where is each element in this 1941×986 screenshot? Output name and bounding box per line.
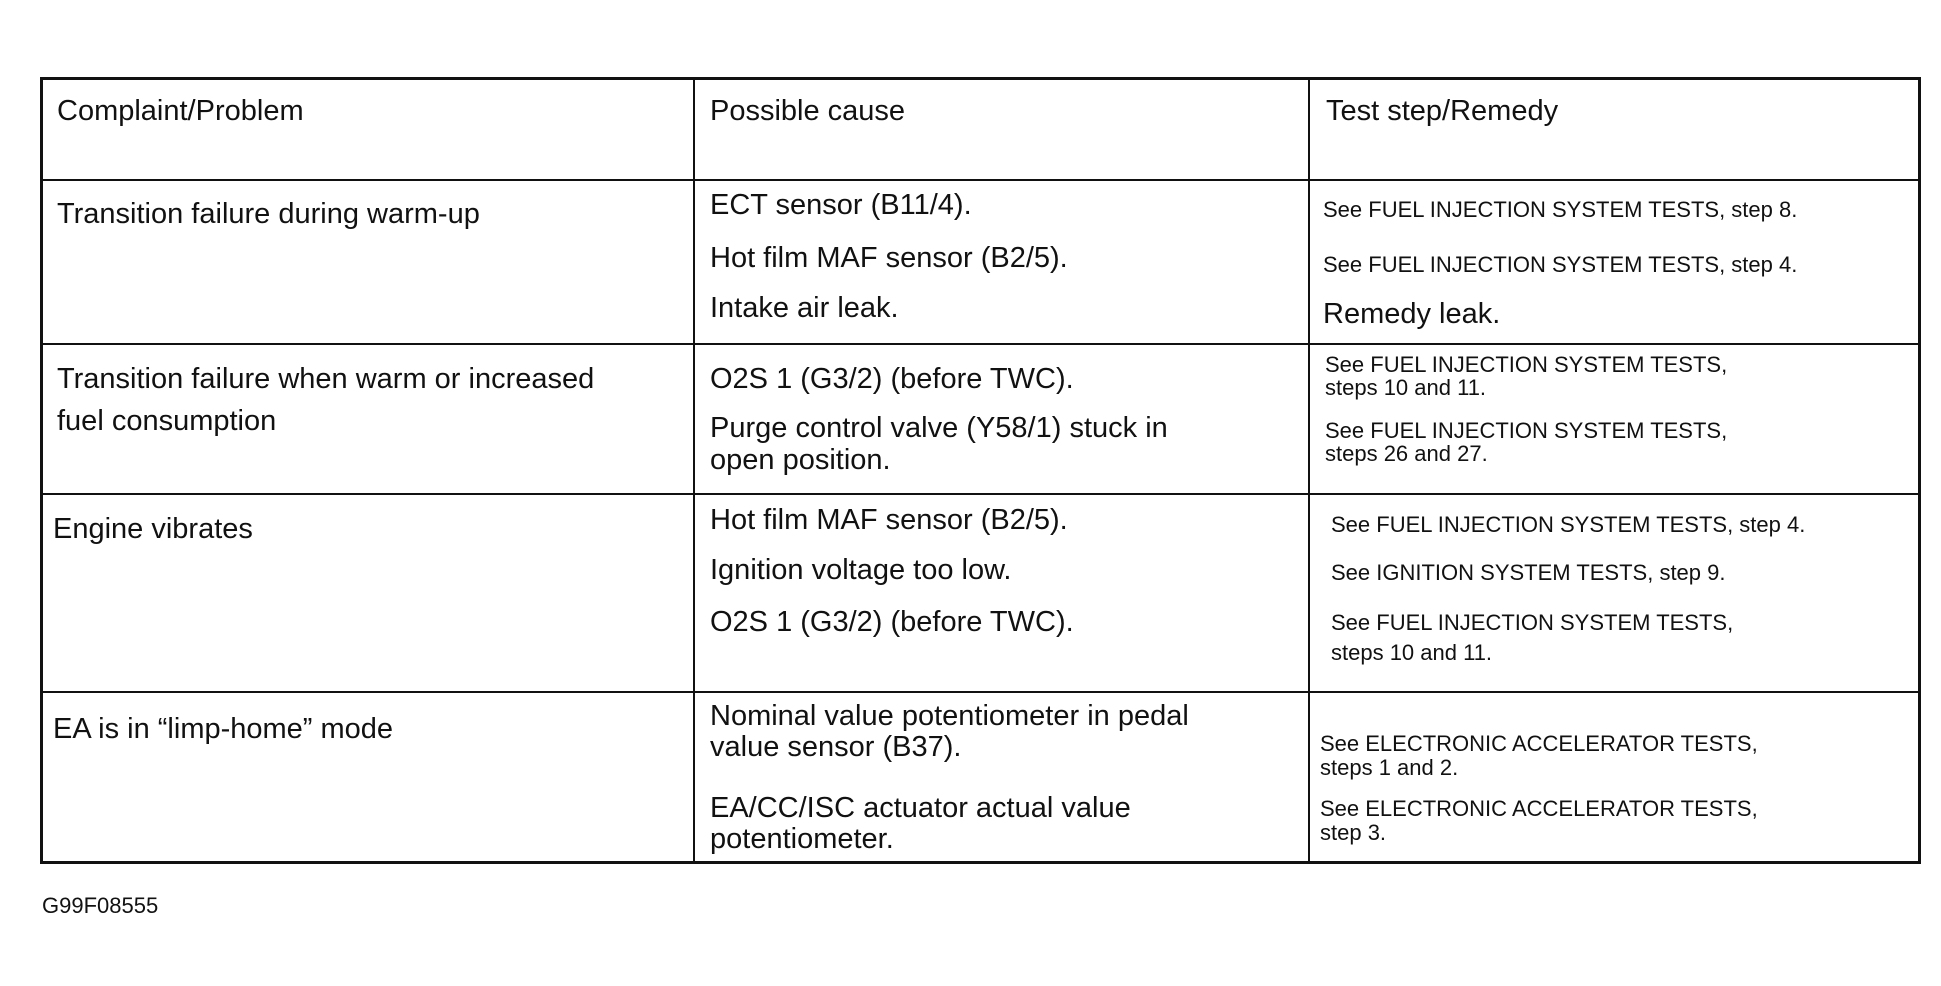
cause-cell: Hot film MAF sensor (B2/5). [710,504,1068,536]
complaint-cell: EA is in “limp-home” mode [53,713,394,745]
figure-id: G99F08555 [42,893,159,918]
cause-line: open position. [710,444,891,476]
cause-line: Purge control valve (Y58/1) stuck in [710,412,1168,444]
cause-line: potentiometer. [710,823,894,855]
remedy-cell: See FUEL INJECTION SYSTEM TESTS, step 4. [1323,252,1798,277]
cause-line: Nominal value potentiometer in pedal [710,700,1189,732]
header-cause: Possible cause [710,95,906,127]
complaint-cell: Engine vibrates [53,513,253,545]
row-divider [43,179,1918,181]
cause-line: value sensor (B37). [710,731,962,763]
remedy-line: steps 10 and 11. [1331,640,1493,665]
cause-cell: Hot film MAF sensor (B2/5). [710,242,1068,274]
remedy-cell: See IGNITION SYSTEM TESTS, step 9. [1331,560,1726,585]
header-remedy: Test step/Remedy [1326,95,1559,127]
complaint-cell: Transition failure during warm-up [57,198,480,230]
remedy-cell: Remedy leak. [1323,298,1501,330]
cause-cell: Ignition voltage too low. [710,554,1012,586]
column-divider [693,80,695,861]
remedy-line: See ELECTRONIC ACCELERATOR TESTS, [1320,796,1758,821]
cause-line: EA/CC/ISC actuator actual value [710,792,1131,824]
row-divider [43,691,1918,693]
remedy-line: See FUEL INJECTION SYSTEM TESTS, [1331,610,1734,635]
remedy-line: steps 26 and 27. [1325,441,1488,466]
row-divider [43,493,1918,495]
cause-cell: O2S 1 (G3/2) (before TWC). [710,606,1074,638]
row-divider [43,343,1918,345]
cause-cell: ECT sensor (B11/4). [710,189,972,221]
column-divider [1308,80,1310,861]
remedy-line: steps 10 and 11. [1325,375,1487,400]
remedy-line: step 3. [1320,820,1387,845]
remedy-cell: See FUEL INJECTION SYSTEM TESTS, step 4. [1331,512,1806,537]
complaint-line: Transition failure when warm or increased [57,363,595,395]
cause-cell: O2S 1 (G3/2) (before TWC). [710,363,1074,395]
cause-cell: Intake air leak. [710,292,899,324]
header-complaint: Complaint/Problem [57,95,304,127]
remedy-line: See FUEL INJECTION SYSTEM TESTS, [1325,418,1728,443]
diagnosis-table [40,77,1921,864]
remedy-cell: See FUEL INJECTION SYSTEM TESTS, step 8. [1323,197,1798,222]
remedy-line: steps 1 and 2. [1320,755,1459,780]
remedy-line: See ELECTRONIC ACCELERATOR TESTS, [1320,731,1758,756]
remedy-line: See FUEL INJECTION SYSTEM TESTS, [1325,352,1728,377]
complaint-line: fuel consumption [57,405,277,437]
